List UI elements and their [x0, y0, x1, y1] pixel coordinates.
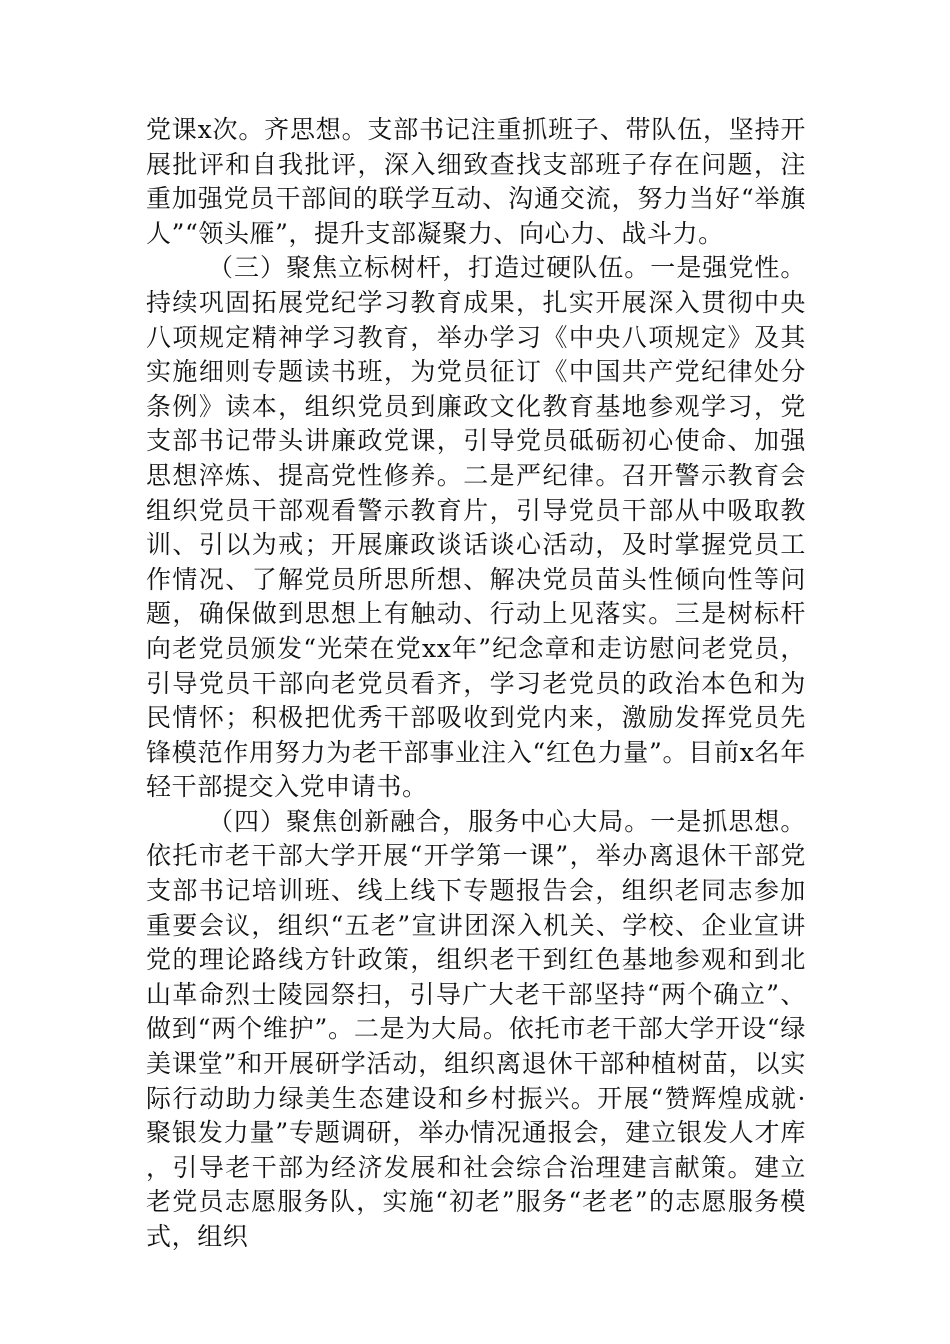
paragraph-2: （三）聚焦立标树杆，打造过硬队伍。一是强党性。持续巩固拓展党纪学习教育成果，扎实开展深入贯彻中央八项规定精神学习教育，举办学习《中央八项规定》及其实施细则专题读书班，为党员征订《中国共产党纪律处分条例》读本，组织党员到廉政文化教育基地参观学习，党支部书记带头讲廉政党课，引导党员砥砺初心使命、加强思想淬炼、提高党性修养。二是严纪律。召开警示教育会组织党员干部观看警示教育片，引导党员干部从中吸取教训、引以为戒；开展廉政谈话谈心活动，及时掌握党员工作情况、了解党员所思所想、解决党员苗头性倾向性等问题，确保做到思想上有触动、行动上见落实。三是树标杆向老党员颁发“光荣在党xx年”纪念章和走访慰问老党员，引导党员干部向老党员看齐，学习老党员的政治本色和为民情怀；积极把优秀干部吸收到党内来，激励发挥党员先锋模范作用努力为老干部事业注入“红色力量”。目前x名年轻干部提交入党申请书。 — [146, 253, 806, 802]
paragraph-1: 党课x次。齐思想。支部书记注重抓班子、带队伍，坚持开展批评和自我批评，深入细致查找支部班子存在问题，注重加强党员干部间的联学互动、沟通交流，努力当好“举旗人”“领头雁”，提升支部凝聚力、向心力、战斗力。 — [146, 115, 806, 248]
document-body — [146, 113, 806, 1255]
paragraph-3: （四）聚焦创新融合，服务中心大局。一是抓思想。依托市老干部大学开展“开学第一课”，举办离退休干部党支部书记培训班、线上线下专题报告会，组织老同志参加重要会议，组织“五老”宣讲团深入机关、学校、企业宣讲党的理论路线方针政策，组织老干到红色基地参观和到北山革命烈士陵园祭扫，引导广大老干部坚持“两个确立”、做到“两个维护”。二是为大局。依托市老干部大学开设“绿美课堂”和开展研学活动，组织离退休干部种植树苗，以实际行动助力绿美生态建设和乡村振兴。开展“赞辉煌成就·聚银发力量”专题调研，举办情况通报会，建立银发人才库，引导老干部为经济发展和社会综合治理建言献策。建立老党员志愿服务队，实施“初老”服务“老老”的志愿服务模式，组织 — [146, 806, 806, 1251]
